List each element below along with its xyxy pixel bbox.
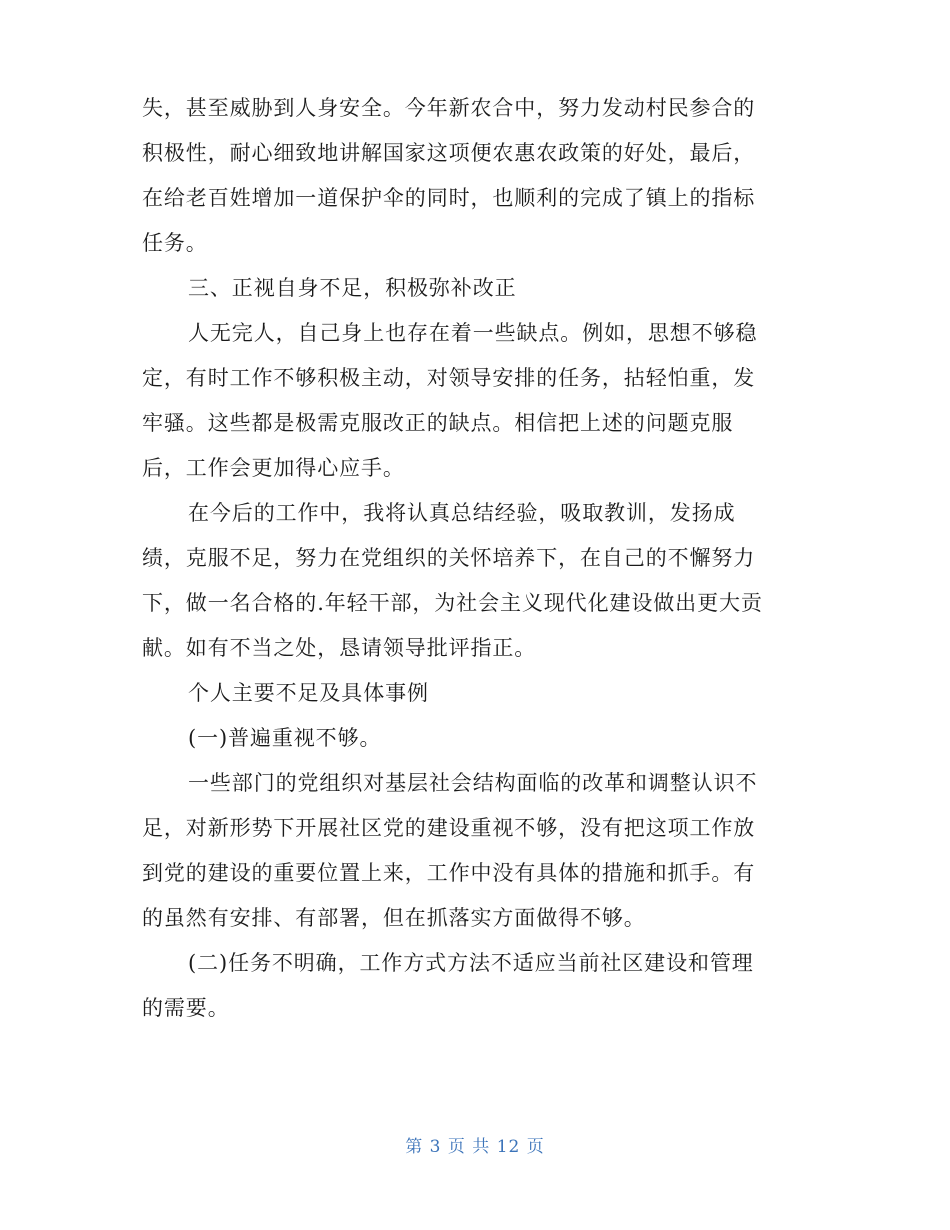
text-line: 积极性，耐心细致地讲解国家这项便农惠农政策的好处，最后， xyxy=(142,141,756,165)
text-line: 失，甚至威胁到人身安全。今年新农合中，努力发动村民参合的 xyxy=(142,96,756,120)
text-line: 人无完人，自己身上也存在着一些缺点。例如，思想不够稳 xyxy=(188,321,758,345)
text-line: 后，工作会更加得心应手。 xyxy=(142,456,405,480)
text-line: 的虽然有安排、有部署，但在抓落实方面做得不够。 xyxy=(142,906,646,930)
text-line: 在今后的工作中，我将认真总结经验，吸取教训，发扬成 xyxy=(188,501,736,525)
text-line: 绩，克服不足，努力在党组织的关怀培养下，在自己的不懈努力 xyxy=(142,546,756,570)
text-line: 下，做一名合格的.年轻干部，为社会主义现代化建设做出更大贡 xyxy=(142,591,763,615)
text-line: 献。如有不当之处，恳请领导批评指正。 xyxy=(142,636,537,660)
text-line: 到党的建设的重要位置上来，工作中没有具体的措施和抓手。有 xyxy=(142,861,756,885)
text-line: 牢骚。这些都是极需克服改正的缺点。相信把上述的问题克服 xyxy=(142,411,734,435)
text-line: 足，对新形势下开展社区党的建设重视不够，没有把这项工作放 xyxy=(142,816,756,840)
subsection-heading: (二)任务不明确，工作方式方法不适应当前社区建设和管理 xyxy=(188,951,754,975)
text-line: 一些部门的党组织对基层社会结构面临的改革和调整认识不 xyxy=(188,771,758,795)
page-number-footer: 第 3 页 共 12 页 xyxy=(405,1137,545,1157)
text-line: 任务。 xyxy=(142,231,208,255)
body-text xyxy=(142,86,807,1031)
subsection-heading: (一)普遍重视不够。 xyxy=(188,726,382,750)
text-line: 在给老百姓增加一道保护伞的同时，也顺利的完成了镇上的指标 xyxy=(142,186,756,210)
text-line: 定，有时工作不够积极主动，对领导安排的任务，拈轻怕重，发 xyxy=(142,366,756,390)
section-heading: 个人主要不足及具体事例 xyxy=(188,681,429,705)
text-line: 的需要。 xyxy=(142,996,230,1020)
section-heading: 三、正视自身不足，积极弥补改正 xyxy=(188,276,517,300)
